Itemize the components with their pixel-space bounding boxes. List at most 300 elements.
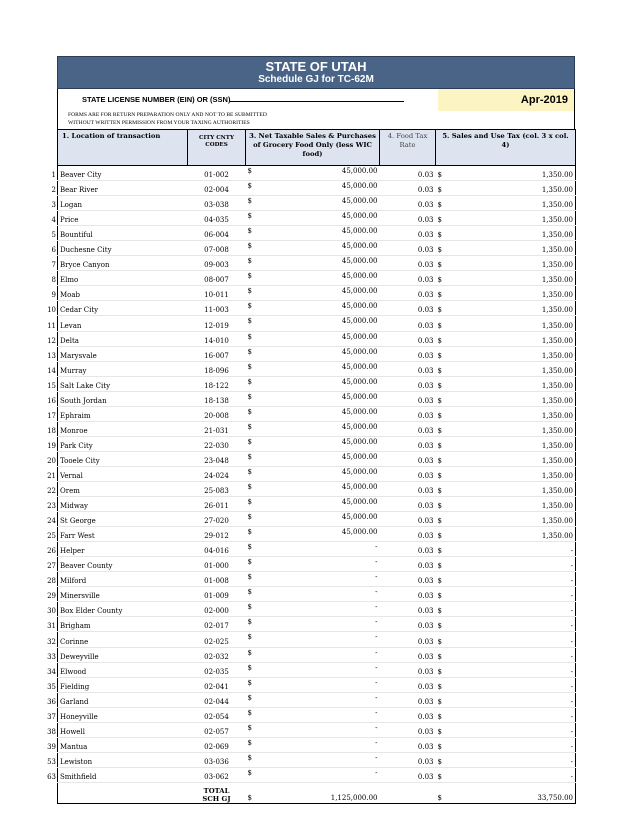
rate-cell[interactable]: 0.03 bbox=[380, 587, 436, 602]
code-cell[interactable]: 02-057 bbox=[188, 722, 246, 737]
code-cell[interactable]: 10-011 bbox=[188, 286, 246, 301]
code-cell[interactable]: 02-032 bbox=[188, 647, 246, 662]
currency-symbol: $ bbox=[247, 272, 252, 281]
tax-value: - bbox=[570, 727, 573, 736]
sales-cell[interactable] bbox=[246, 767, 380, 782]
location-cell[interactable] bbox=[47, 497, 188, 512]
tax-cell bbox=[436, 376, 576, 391]
code-cell[interactable]: 25-083 bbox=[188, 481, 246, 496]
currency-symbol: $ bbox=[247, 693, 252, 702]
location-cell[interactable] bbox=[47, 331, 188, 346]
sales-cell[interactable] bbox=[246, 752, 380, 767]
location-cell[interactable] bbox=[47, 692, 188, 707]
row-number: 2 bbox=[51, 186, 56, 195]
tax-value: - bbox=[570, 547, 573, 556]
sales-value: 45,000.00 bbox=[341, 257, 378, 266]
code-cell[interactable]: 02-000 bbox=[188, 602, 246, 617]
sales-cell[interactable] bbox=[246, 632, 380, 647]
location-name: Beaver County bbox=[60, 562, 113, 571]
row-number: 18 bbox=[47, 426, 56, 435]
tax-cell bbox=[436, 301, 576, 316]
sales-cell[interactable] bbox=[246, 346, 380, 361]
tax-cell bbox=[436, 557, 576, 572]
location-cell[interactable] bbox=[47, 406, 188, 421]
code-cell[interactable]: 06-004 bbox=[188, 226, 246, 241]
rate-cell[interactable]: 0.03 bbox=[380, 647, 436, 662]
sales-value: 45,000.00 bbox=[341, 498, 378, 507]
rate-cell[interactable]: 0.03 bbox=[380, 316, 436, 331]
code-cell[interactable]: 03-036 bbox=[188, 752, 246, 767]
sales-value: - bbox=[375, 738, 378, 747]
row-number: 3 bbox=[51, 201, 56, 210]
location-name: South Jordan bbox=[60, 396, 107, 405]
sales-value: 45,000.00 bbox=[341, 167, 378, 175]
code-cell[interactable]: 26-011 bbox=[188, 497, 246, 512]
table-row bbox=[58, 361, 576, 376]
sales-value: - bbox=[375, 633, 378, 642]
currency-symbol: $ bbox=[247, 618, 252, 627]
tax-cell bbox=[436, 466, 576, 481]
location-cell[interactable] bbox=[47, 617, 188, 632]
sales-cell[interactable] bbox=[246, 301, 380, 316]
currency-symbol: $ bbox=[247, 197, 252, 206]
code-cell[interactable]: 01-009 bbox=[188, 587, 246, 602]
currency-symbol: $ bbox=[247, 498, 252, 507]
location-cell[interactable] bbox=[47, 316, 188, 331]
location-cell[interactable] bbox=[51, 271, 188, 286]
table-row bbox=[58, 391, 576, 406]
currency-symbol: $ bbox=[247, 392, 252, 401]
tax-cell bbox=[436, 572, 576, 587]
sales-value: - bbox=[375, 768, 378, 777]
row-number: 36 bbox=[47, 697, 56, 706]
sales-cell[interactable] bbox=[246, 617, 380, 632]
rate-cell[interactable]: 0.03 bbox=[380, 707, 436, 722]
sales-cell[interactable] bbox=[246, 391, 380, 406]
schedule-table bbox=[47, 129, 576, 804]
rate-cell[interactable]: 0.03 bbox=[380, 662, 436, 677]
tax-cell bbox=[436, 602, 576, 617]
tax-value: - bbox=[570, 577, 573, 586]
rate-cell[interactable]: 0.03 bbox=[380, 286, 436, 301]
col-header-sales: 3. Net Taxable Sales & Purchases of Grocery Food Only (less WIC food) bbox=[246, 130, 380, 166]
sales-value: - bbox=[375, 618, 378, 627]
location-cell[interactable] bbox=[51, 256, 188, 271]
currency-symbol: $ bbox=[437, 456, 442, 465]
code-cell[interactable]: 18-122 bbox=[188, 376, 246, 391]
code-cell[interactable]: 20-008 bbox=[188, 406, 246, 421]
table-row bbox=[58, 692, 576, 707]
location-name: Elwood bbox=[60, 667, 87, 676]
tax-cell bbox=[436, 346, 576, 361]
code-cell[interactable]: 02-004 bbox=[188, 181, 246, 196]
sales-cell[interactable] bbox=[246, 587, 380, 602]
rate-cell[interactable]: 0.03 bbox=[380, 421, 436, 436]
location-cell[interactable] bbox=[47, 662, 188, 677]
sales-cell[interactable] bbox=[246, 226, 380, 241]
rate-cell[interactable]: 0.03 bbox=[380, 301, 436, 316]
rate-cell[interactable]: 0.03 bbox=[380, 737, 436, 752]
tax-value: - bbox=[570, 622, 573, 631]
sales-cell[interactable] bbox=[246, 436, 380, 451]
table-row bbox=[58, 677, 576, 692]
location-cell[interactable] bbox=[47, 527, 188, 542]
sales-cell[interactable] bbox=[246, 241, 380, 256]
location-cell[interactable] bbox=[51, 226, 188, 241]
tax-cell bbox=[436, 166, 576, 181]
location-name: Logan bbox=[60, 201, 83, 210]
rate-cell[interactable]: 0.03 bbox=[380, 677, 436, 692]
license-label: STATE LICENSE NUMBER (EIN) OR (SSN) bbox=[82, 95, 231, 104]
tax-cell bbox=[436, 391, 576, 406]
location-name: St George bbox=[60, 517, 96, 526]
code-cell[interactable]: 23-048 bbox=[188, 451, 246, 466]
row-number: 34 bbox=[47, 667, 56, 676]
currency-symbol: $ bbox=[437, 607, 442, 616]
currency-symbol: $ bbox=[247, 467, 252, 476]
code-cell[interactable]: 12-019 bbox=[188, 316, 246, 331]
currency-symbol: $ bbox=[437, 231, 442, 240]
code-cell[interactable]: 16-007 bbox=[188, 346, 246, 361]
totals-row bbox=[58, 782, 576, 803]
row-number: 39 bbox=[47, 742, 56, 751]
sales-cell[interactable] bbox=[246, 572, 380, 587]
rate-cell[interactable]: 0.03 bbox=[380, 331, 436, 346]
code-cell[interactable]: 14-010 bbox=[188, 331, 246, 346]
tax-value: 1,350.00 bbox=[541, 532, 573, 541]
location-cell[interactable] bbox=[47, 391, 188, 406]
location-cell[interactable] bbox=[47, 647, 188, 662]
rate-cell[interactable]: 0.03 bbox=[380, 466, 436, 481]
sales-cell[interactable] bbox=[246, 196, 380, 211]
code-cell[interactable]: 29-012 bbox=[188, 527, 246, 542]
rate-cell[interactable]: 0.03 bbox=[380, 181, 436, 196]
sales-cell[interactable] bbox=[246, 361, 380, 376]
code-cell[interactable]: 03-062 bbox=[188, 767, 246, 782]
location-cell[interactable] bbox=[47, 737, 188, 752]
currency-symbol: $ bbox=[247, 793, 252, 802]
currency-symbol: $ bbox=[247, 422, 252, 431]
period-cell[interactable]: Apr-2019 bbox=[438, 89, 574, 111]
table-row bbox=[58, 421, 576, 436]
sales-cell[interactable] bbox=[246, 421, 380, 436]
location-cell[interactable] bbox=[47, 361, 188, 376]
tax-cell bbox=[436, 316, 576, 331]
code-cell[interactable]: 01-002 bbox=[188, 166, 246, 181]
sales-value: 45,000.00 bbox=[341, 302, 378, 311]
rate-cell[interactable]: 0.03 bbox=[380, 481, 436, 496]
totals-label bbox=[188, 782, 246, 803]
currency-symbol: $ bbox=[247, 302, 252, 311]
table-row bbox=[58, 286, 576, 301]
code-cell[interactable]: 22-030 bbox=[188, 436, 246, 451]
sales-value: 45,000.00 bbox=[341, 437, 378, 446]
location-cell[interactable] bbox=[51, 241, 188, 256]
tax-cell bbox=[436, 271, 576, 286]
location-cell[interactable] bbox=[47, 421, 188, 436]
location-cell[interactable] bbox=[47, 752, 188, 767]
currency-symbol: $ bbox=[437, 667, 442, 676]
tax-value: - bbox=[570, 607, 573, 616]
location-cell[interactable] bbox=[47, 632, 188, 647]
location-cell[interactable] bbox=[47, 602, 188, 617]
location-cell[interactable] bbox=[47, 481, 188, 496]
code-cell[interactable]: 08-007 bbox=[188, 271, 246, 286]
rate-cell[interactable]: 0.03 bbox=[380, 361, 436, 376]
rate-cell[interactable]: 0.03 bbox=[380, 692, 436, 707]
table-row bbox=[58, 451, 576, 466]
location-cell[interactable] bbox=[51, 211, 188, 226]
currency-symbol: $ bbox=[247, 227, 252, 236]
sales-cell[interactable] bbox=[246, 256, 380, 271]
rate-cell[interactable]: 0.03 bbox=[380, 256, 436, 271]
currency-symbol: $ bbox=[247, 437, 252, 446]
sales-cell[interactable] bbox=[246, 406, 380, 421]
location-cell[interactable] bbox=[47, 767, 188, 782]
sales-cell[interactable] bbox=[246, 481, 380, 496]
sales-cell[interactable] bbox=[246, 722, 380, 737]
location-cell[interactable] bbox=[47, 722, 188, 737]
tax-value: 1,350.00 bbox=[541, 186, 573, 195]
rate-cell[interactable]: 0.03 bbox=[380, 752, 436, 767]
tax-value: 1,350.00 bbox=[541, 456, 573, 465]
code-cell[interactable]: 04-016 bbox=[188, 542, 246, 557]
tax-value: 1,350.00 bbox=[541, 502, 573, 511]
code-cell[interactable]: 01-008 bbox=[188, 572, 246, 587]
location-cell[interactable] bbox=[47, 346, 188, 361]
rate-cell[interactable]: 0.03 bbox=[380, 497, 436, 512]
sales-value: - bbox=[375, 558, 378, 567]
code-cell[interactable]: 03-038 bbox=[188, 196, 246, 211]
sales-cell[interactable] bbox=[246, 451, 380, 466]
currency-symbol: $ bbox=[247, 242, 252, 251]
table-header-row bbox=[58, 130, 576, 166]
location-cell[interactable] bbox=[47, 376, 188, 391]
location-cell[interactable] bbox=[51, 196, 188, 211]
currency-symbol: $ bbox=[437, 381, 442, 390]
code-cell[interactable]: 24-024 bbox=[188, 466, 246, 481]
table-row bbox=[58, 722, 576, 737]
code-cell[interactable]: 18-138 bbox=[188, 391, 246, 406]
row-number: 32 bbox=[47, 637, 56, 646]
row-number: 15 bbox=[47, 381, 56, 390]
sales-value: - bbox=[375, 678, 378, 687]
currency-symbol: $ bbox=[247, 212, 252, 221]
code-cell[interactable]: 02-069 bbox=[188, 737, 246, 752]
sales-cell[interactable] bbox=[246, 512, 380, 527]
sales-cell[interactable] bbox=[246, 271, 380, 286]
location-cell[interactable] bbox=[47, 301, 188, 316]
currency-symbol: $ bbox=[437, 411, 442, 420]
sales-cell[interactable] bbox=[246, 181, 380, 196]
tax-value: 1,350.00 bbox=[541, 216, 573, 225]
sales-value: 45,000.00 bbox=[341, 182, 378, 191]
table-row bbox=[58, 617, 576, 632]
tax-cell bbox=[436, 196, 576, 211]
currency-symbol: $ bbox=[247, 407, 252, 416]
currency-symbol: $ bbox=[437, 291, 442, 300]
currency-symbol: $ bbox=[247, 287, 252, 296]
code-cell[interactable]: 02-041 bbox=[188, 677, 246, 692]
schedule-gj-form bbox=[47, 56, 575, 804]
rate-cell[interactable]: 0.03 bbox=[380, 722, 436, 737]
rate-cell[interactable]: 0.03 bbox=[380, 527, 436, 542]
sales-cell[interactable] bbox=[246, 166, 380, 181]
code-cell[interactable]: 09-003 bbox=[188, 256, 246, 271]
totals-label-line-1: TOTAL bbox=[203, 786, 230, 795]
location-cell[interactable] bbox=[51, 166, 188, 181]
code-cell[interactable]: 27-020 bbox=[188, 512, 246, 527]
location-cell[interactable] bbox=[47, 466, 188, 481]
license-number-field[interactable] bbox=[58, 89, 438, 111]
table-row bbox=[58, 346, 576, 361]
row-number: 19 bbox=[47, 441, 56, 450]
code-cell[interactable]: 02-054 bbox=[188, 707, 246, 722]
location-cell[interactable] bbox=[47, 436, 188, 451]
code-cell[interactable]: 02-044 bbox=[188, 692, 246, 707]
sales-value: - bbox=[375, 753, 378, 762]
sales-cell[interactable] bbox=[246, 602, 380, 617]
code-cell[interactable]: 04-035 bbox=[188, 211, 246, 226]
sales-value: 45,000.00 bbox=[341, 317, 378, 326]
location-cell[interactable] bbox=[51, 181, 188, 196]
currency-symbol: $ bbox=[247, 678, 252, 687]
code-cell[interactable]: 11-003 bbox=[188, 301, 246, 316]
totals-label-line-2: SCH GJ bbox=[202, 794, 231, 803]
table-row bbox=[58, 572, 576, 587]
rate-cell[interactable]: 0.03 bbox=[380, 436, 436, 451]
sales-cell[interactable] bbox=[246, 466, 380, 481]
location-name: Deweyville bbox=[60, 652, 99, 661]
rate-cell[interactable]: 0.03 bbox=[380, 512, 436, 527]
sales-value: 45,000.00 bbox=[341, 347, 378, 356]
rate-cell[interactable]: 0.03 bbox=[380, 211, 436, 226]
code-cell[interactable]: 02-025 bbox=[188, 632, 246, 647]
sales-cell[interactable] bbox=[246, 316, 380, 331]
currency-symbol: $ bbox=[437, 727, 442, 736]
currency-symbol: $ bbox=[247, 648, 252, 657]
sales-cell[interactable] bbox=[246, 211, 380, 226]
sales-cell[interactable] bbox=[246, 662, 380, 677]
tax-cell bbox=[436, 286, 576, 301]
sales-cell[interactable] bbox=[246, 707, 380, 722]
tax-cell bbox=[436, 331, 576, 346]
rate-cell[interactable]: 0.03 bbox=[380, 767, 436, 782]
location-name: Minersville bbox=[60, 592, 100, 601]
rate-cell[interactable]: 0.03 bbox=[380, 617, 436, 632]
tax-value: - bbox=[570, 757, 573, 766]
location-name: Lewiston bbox=[60, 757, 93, 766]
sales-cell[interactable] bbox=[246, 647, 380, 662]
rate-cell[interactable]: 0.03 bbox=[380, 602, 436, 617]
sales-cell[interactable] bbox=[246, 527, 380, 542]
tax-value: 1,350.00 bbox=[541, 201, 573, 210]
code-cell[interactable]: 07-008 bbox=[188, 241, 246, 256]
location-cell[interactable] bbox=[47, 542, 188, 557]
currency-symbol: $ bbox=[247, 768, 252, 777]
rate-cell[interactable]: 0.03 bbox=[380, 451, 436, 466]
location-cell[interactable] bbox=[47, 677, 188, 692]
rate-cell[interactable]: 0.03 bbox=[380, 572, 436, 587]
currency-symbol: $ bbox=[247, 663, 252, 672]
rate-cell[interactable]: 0.03 bbox=[380, 271, 436, 286]
location-name: Farr West bbox=[60, 532, 95, 541]
currency-symbol: $ bbox=[437, 562, 442, 571]
location-name: Howell bbox=[60, 727, 85, 736]
rate-cell[interactable]: 0.03 bbox=[380, 196, 436, 211]
sales-cell[interactable] bbox=[246, 737, 380, 752]
location-cell[interactable] bbox=[47, 557, 188, 572]
rate-cell[interactable]: 0.03 bbox=[380, 241, 436, 256]
code-cell[interactable]: 01-000 bbox=[188, 557, 246, 572]
code-cell[interactable]: 18-096 bbox=[188, 361, 246, 376]
rate-cell[interactable]: 0.03 bbox=[380, 226, 436, 241]
location-name: Duchesne City bbox=[60, 246, 112, 255]
rate-cell[interactable]: 0.03 bbox=[380, 557, 436, 572]
currency-symbol: $ bbox=[437, 276, 442, 285]
currency-symbol: $ bbox=[437, 336, 442, 345]
currency-symbol: $ bbox=[247, 332, 252, 341]
code-cell[interactable]: 02-035 bbox=[188, 662, 246, 677]
tax-value: - bbox=[570, 562, 573, 571]
tax-value: 1,350.00 bbox=[541, 261, 573, 270]
sales-cell[interactable] bbox=[246, 376, 380, 391]
location-name: Corinne bbox=[60, 637, 89, 646]
location-cell[interactable] bbox=[47, 512, 188, 527]
sales-cell[interactable] bbox=[246, 692, 380, 707]
tax-value: 1,350.00 bbox=[541, 246, 573, 255]
sales-value: - bbox=[375, 723, 378, 732]
col-header-location: 1. Location of transaction bbox=[58, 130, 188, 166]
rate-cell[interactable]: 0.03 bbox=[380, 391, 436, 406]
currency-symbol: $ bbox=[437, 532, 442, 541]
rate-cell[interactable]: 0.03 bbox=[380, 166, 436, 181]
sales-cell[interactable] bbox=[246, 497, 380, 512]
license-input-line[interactable] bbox=[230, 92, 404, 102]
location-name: Murray bbox=[60, 366, 87, 375]
currency-symbol: $ bbox=[247, 377, 252, 386]
currency-symbol: $ bbox=[247, 543, 252, 552]
location-cell[interactable] bbox=[47, 587, 188, 602]
sales-value: 45,000.00 bbox=[341, 362, 378, 371]
rate-cell[interactable]: 0.03 bbox=[380, 376, 436, 391]
rate-cell[interactable]: 0.03 bbox=[380, 542, 436, 557]
location-cell[interactable] bbox=[47, 451, 188, 466]
sales-cell[interactable] bbox=[246, 677, 380, 692]
location-cell[interactable] bbox=[51, 286, 188, 301]
row-number: 21 bbox=[47, 471, 56, 480]
location-cell[interactable] bbox=[47, 572, 188, 587]
table-row bbox=[58, 226, 576, 241]
currency-symbol: $ bbox=[437, 652, 442, 661]
row-number: 20 bbox=[47, 456, 56, 465]
row-number: 17 bbox=[47, 411, 56, 420]
table-row bbox=[58, 376, 576, 391]
rate-cell[interactable]: 0.03 bbox=[380, 632, 436, 647]
location-cell[interactable] bbox=[47, 707, 188, 722]
sales-cell[interactable] bbox=[246, 542, 380, 557]
code-cell[interactable]: 02-017 bbox=[188, 617, 246, 632]
col-header-codes: CITY CNTY CODES bbox=[188, 130, 246, 166]
sales-cell[interactable] bbox=[246, 331, 380, 346]
code-cell[interactable]: 21-031 bbox=[188, 421, 246, 436]
sales-cell[interactable] bbox=[246, 286, 380, 301]
currency-symbol: $ bbox=[247, 558, 252, 567]
location-name: Fielding bbox=[60, 682, 90, 691]
rate-cell[interactable]: 0.03 bbox=[380, 346, 436, 361]
sales-cell[interactable] bbox=[246, 557, 380, 572]
rate-cell[interactable]: 0.03 bbox=[380, 406, 436, 421]
